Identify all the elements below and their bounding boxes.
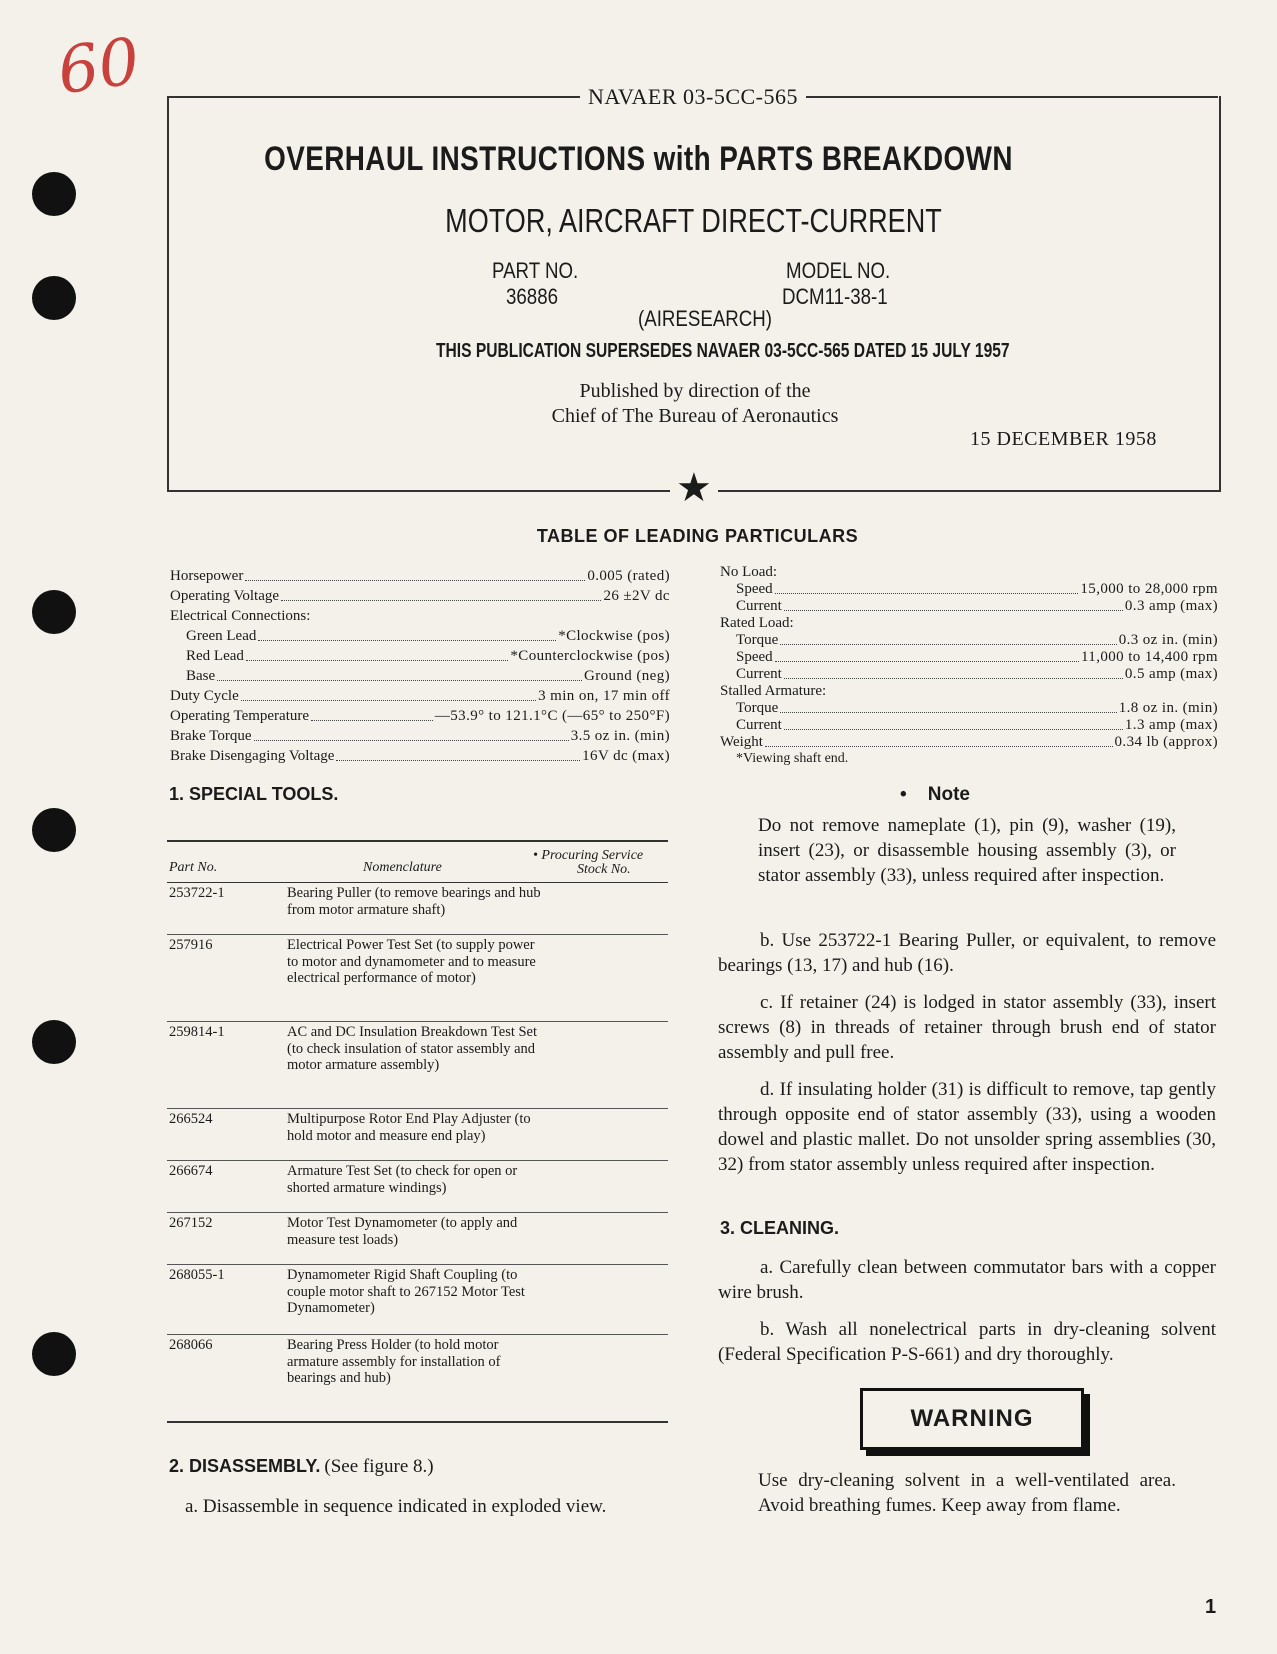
particular-green-lead: Green Lead *Clockwise (pos)	[186, 628, 670, 644]
publication-date: 15 DECEMBER 1958	[970, 428, 1157, 450]
disassembly-heading: 2. DISASSEMBLY.	[169, 1456, 321, 1476]
document-title: OVERHAUL INSTRUCTIONS with PARTS BREAKDOWN	[264, 140, 1013, 178]
note-para-c: c. If retainer (24) is lodged in stator assembly (33), insert screws (8) in threads of retainer through brush end of stator assembly and pull free.	[718, 992, 1216, 1063]
particular-stalled-armature: Stalled Armature:	[720, 683, 827, 699]
note-para-d: d. If insulating holder (31) is difficult to remove, tap gently through opposite end of stator assembly (33), using a wooden dowel and plastic mallet. Do not unsolder spring assemblies (30, 32) from stator assembly unless required after inspection.	[718, 1079, 1216, 1175]
cleaning-para-a: a. Carefully clean between commutator bars with a copper wire brush.	[718, 1257, 1216, 1303]
table-row: 253722-1 Bearing Puller (to remove bearings and hub from motor armature shaft)	[167, 883, 668, 935]
particular-brake-disengaging-voltage: Brake Disengaging Voltage 16V dc (max)	[170, 748, 670, 764]
handwritten-number: 60	[53, 24, 145, 110]
document-subtitle: MOTOR, AIRCRAFT DIRECT-CURRENT	[445, 202, 942, 239]
particulars-title: TABLE OF LEADING PARTICULARS	[536, 526, 859, 546]
table-row: 257916 Electrical Power Test Set (to supply power to motor and dynamometer and to measure electrical performance of motor)	[167, 935, 668, 1022]
table-row: 268066 Bearing Press Holder (to hold motor armature assembly for installation of bearings and hub)	[169, 1337, 501, 1386]
table-header	[167, 842, 668, 883]
particular-base: Base Ground (neg)	[186, 668, 670, 684]
star-icon: ★	[670, 468, 718, 508]
table-row: 268055-1 Dynamometer Rigid Shaft Coupling (to couple motor shaft to 267152 Motor Test Dynamometer)	[167, 1265, 668, 1335]
col-stock-no-line2: Stock No.	[577, 862, 631, 877]
particular-rated-load-speed: Speed 11,000 to 14,400 rpm	[736, 649, 1218, 665]
binder-hole	[32, 276, 76, 320]
particular-rated-load-current: Current 0.5 amp (max)	[736, 666, 1218, 682]
particular-rated-load-torque: Torque 0.3 oz in. (min)	[736, 632, 1218, 648]
special-tools-heading: 1. SPECIAL TOOLS.	[169, 784, 339, 804]
particular-operating-voltage: Operating Voltage 26 ±2V dc	[170, 588, 670, 604]
particular-no-load-current: Current 0.3 amp (max)	[736, 598, 1218, 614]
particular-operating-temperature: Operating Temperature —53.9° to 121.1°C (—65° to 250°F)	[170, 708, 670, 724]
particular-horsepower: Horsepower 0.005 (rated)	[170, 568, 670, 584]
particulars-footnote: *Viewing shaft end.	[736, 751, 849, 766]
particular-electrical-connections: Electrical Connections:	[170, 608, 311, 624]
particular-duty-cycle: Duty Cycle 3 min on, 17 min off	[170, 688, 670, 704]
doc-number: NAVAER 03-5CC-565	[588, 84, 798, 109]
published-line-1: Published by direction of the	[579, 380, 811, 402]
special-tools-table	[167, 840, 668, 1423]
col-part-no: Part No.	[169, 860, 218, 875]
binder-hole	[32, 1332, 76, 1376]
binder-hole	[32, 808, 76, 852]
warning-text: Use dry-cleaning solvent in a well-ventilated area. Avoid breathing fumes. Keep away from flame.	[758, 1470, 1176, 1516]
table-row: 266524 Multipurpose Rotor End Play Adjuster (to hold motor and measure end play)	[167, 1109, 668, 1161]
table-row: 267152 Motor Test Dynamometer (to apply and measure test loads)	[167, 1213, 668, 1265]
particular-no-load: No Load:	[720, 564, 778, 580]
cleaning-para-b: b. Wash all nonelectrical parts in dry-cleaning solvent (Federal Specification P-S-661) and dry thoroughly.	[718, 1319, 1216, 1365]
disassembly-figure-ref: (See figure 8.)	[324, 1456, 434, 1477]
part-value: 36886	[506, 284, 559, 309]
particular-red-lead: Red Lead *Counterclockwise (pos)	[186, 648, 670, 664]
disassembly-heading-line	[169, 1456, 434, 1478]
particular-no-load-speed: Speed 15,000 to 28,000 rpm	[736, 581, 1218, 597]
binder-hole	[32, 1020, 76, 1064]
part-label: PART NO.	[492, 258, 579, 283]
note-para-b: b. Use 253722-1 Bearing Puller, or equivalent, to remove bearings (13, 17) and hub (16).	[718, 930, 1216, 976]
note-heading: • Note	[900, 784, 971, 805]
cleaning-heading: 3. CLEANING.	[720, 1218, 840, 1238]
particular-brake-torque: Brake Torque 3.5 oz in. (min)	[170, 728, 670, 744]
particular-rated-load: Rated Load:	[720, 615, 794, 631]
manufacturer: (AIRESEARCH)	[638, 306, 773, 331]
col-stock-no-line1: • Procuring Service	[533, 848, 644, 863]
published-line-2: Chief of The Bureau of Aeronautics	[551, 405, 839, 427]
page-number: 1	[1205, 1596, 1217, 1618]
note-text: Do not remove nameplate (1), pin (9), washer (19), insert (23), or disassemble housing assembly (3), or stator assembly (33), unless required after inspection.	[758, 815, 1176, 886]
table-row: 266674 Armature Test Set (to check for open or shorted armature windings)	[167, 1161, 668, 1213]
particular-weight: Weight 0.34 lb (approx)	[720, 734, 1218, 750]
binder-hole	[32, 172, 76, 216]
col-nomenclature: Nomenclature	[363, 860, 442, 875]
model-value: DCM11-38-1	[782, 284, 888, 309]
table-row: 259814-1 AC and DC Insulation Breakdown Test Set (to check insulation of stator assembly and motor armature assembly)	[167, 1022, 668, 1109]
binder-hole	[32, 590, 76, 634]
disassembly-para-a: a. Disassemble in sequence indicated in exploded view.	[185, 1496, 607, 1517]
particular-stalled-torque: Torque 1.8 oz in. (min)	[736, 700, 1218, 716]
particular-stalled-current: Current 1.3 amp (max)	[736, 717, 1218, 733]
supersedes-notice: THIS PUBLICATION SUPERSEDES NAVAER 03-5CC-565 DATED 15 JULY 1957	[436, 340, 1010, 362]
warning-label: WARNING	[860, 1388, 1084, 1450]
model-label: MODEL NO.	[786, 258, 891, 283]
